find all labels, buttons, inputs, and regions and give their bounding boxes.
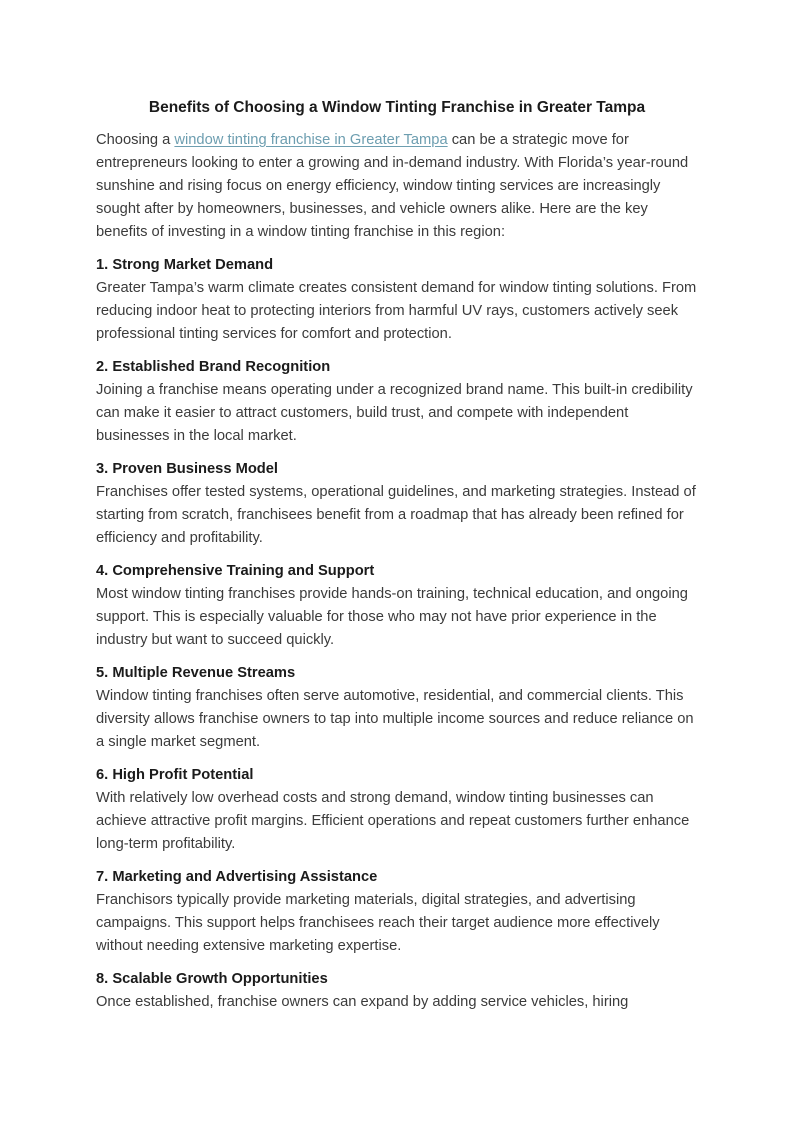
section-body: Most window tinting franchises provide hands-on training, technical education, and ongoing support. This is especially valuable for those who may not have prior experience in the industry but want to succeed quickly. [96, 586, 688, 648]
section-comprehensive-training-support [96, 560, 698, 652]
section-heading: 3. Proven Business Model [96, 461, 279, 477]
section-strong-market-demand [96, 254, 698, 346]
section-heading: 2. Established Brand Recognition [96, 359, 331, 375]
intro-text-before-link: Choosing a [96, 132, 175, 148]
section-high-profit-potential [96, 764, 698, 856]
section-established-brand-recognition [96, 356, 698, 448]
section-body: Franchises offer tested systems, operational guidelines, and marketing strategies. Instead of starting from scratch, franchisees benefit from a roadmap that has already been refined for efficiency and profitability. [96, 484, 696, 546]
section-heading: 8. Scalable Growth Opportunities [96, 971, 328, 987]
document-title: Benefits of Choosing a Window Tinting Franchise in Greater Tampa [148, 99, 646, 116]
section-heading: 7. Marketing and Advertising Assistance [96, 869, 378, 885]
section-heading: 6. High Profit Potential [96, 767, 254, 783]
section-proven-business-model [96, 458, 698, 550]
intro-paragraph [96, 129, 698, 244]
section-heading: 5. Multiple Revenue Streams [96, 665, 296, 681]
window-tinting-franchise-link[interactable]: window tinting franchise in Greater Tampa [174, 132, 448, 148]
section-body: Joining a franchise means operating under a recognized brand name. This built-in credibility can make it easier to attract customers, build trust, and compete with independent businesses in the local market. [96, 382, 693, 444]
section-body: Greater Tampa’s warm climate creates consistent demand for window tinting solutions. From reducing indoor heat to protecting interiors from harmful UV rays, customers actively seek professional tinting services for comfort and protection. [96, 280, 697, 342]
section-heading: 4. Comprehensive Training and Support [96, 563, 375, 579]
intro-text-after-link: can be a strategic move for entrepreneurs looking to enter a growing and in-demand industry. With Florida’s year-round sunshine and rising focus on energy efficiency, window tinting services are increasingly sought after by homeowners, businesses, and vehicle owners alike. Here are the key benefits of investing in a window tinting franchise in this region: [96, 132, 689, 240]
section-body: Once established, franchise owners can expand by adding service vehicles, hiring [96, 994, 629, 1010]
section-body: With relatively low overhead costs and strong demand, window tinting businesses can achieve attractive profit margins. Efficient operations and repeat customers further enhance long-term profitability. [96, 790, 690, 852]
section-body: Franchisors typically provide marketing materials, digital strategies, and advertising campaigns. This support helps franchisees reach their target audience more effectively without needing extensive marketing expertise. [96, 892, 660, 954]
section-marketing-advertising-assistance [96, 866, 698, 958]
section-body: Window tinting franchises often serve automotive, residential, and commercial clients. This diversity allows franchise owners to tap into multiple income sources and reduce reliance on a single market segment. [96, 688, 694, 750]
section-heading: 1. Strong Market Demand [96, 257, 274, 273]
section-multiple-revenue-streams [96, 662, 698, 754]
section-scalable-growth-opportunities [96, 968, 698, 1014]
